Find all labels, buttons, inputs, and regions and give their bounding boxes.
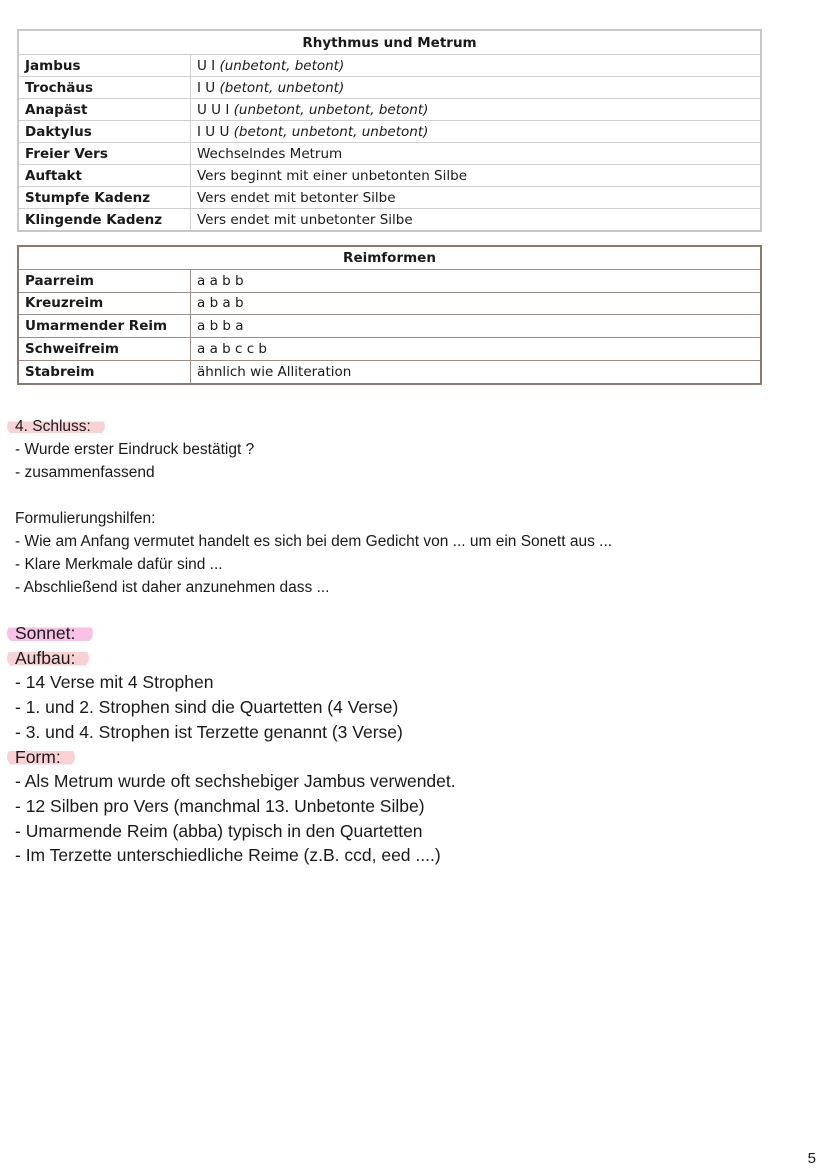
- reimformen-table: [17, 245, 762, 385]
- list-item: - Im Terzette unterschiedliche Reime (z.B. ccd, eed ....): [15, 845, 441, 866]
- list-item: - 12 Silben pro Vers (manchmal 13. Unbetonte Silbe): [15, 795, 425, 816]
- formulierung-heading: Formulierungshilfen:: [15, 510, 156, 527]
- list-item: - 3. und 4. Strophen ist Terzette genannt (3 Verse): [15, 721, 403, 742]
- list-item: - Klare Merkmale dafür sind ...: [15, 556, 223, 573]
- list-item: - zusammenfassend: [15, 464, 155, 481]
- table-title: Rhythmus und Metrum: [18, 30, 761, 55]
- table-row: Umarmender Reim a b b a: [18, 315, 761, 338]
- table-row: Jambus U I (unbetont, betont): [18, 55, 761, 77]
- list-item: - Wurde erster Eindruck bestätigt ?: [15, 441, 255, 458]
- list-item: - Umarmende Reim (abba) typisch in den Quartetten: [15, 820, 423, 841]
- table-row: Daktylus I U U (betont, unbetont, unbetont): [18, 121, 761, 143]
- list-item: - Abschließend ist daher anzunehmen dass ...: [15, 579, 330, 596]
- table-row: Schweifreim a a b c c b: [18, 338, 761, 361]
- table-row: Stabreim ähnlich wie Alliteration: [18, 360, 761, 383]
- list-item: - 14 Verse mit 4 Strophen: [15, 672, 214, 693]
- table-row: Trochäus I U (betont, unbetont): [18, 77, 761, 99]
- table-row: Anapäst U U I (unbetont, unbetont, betont): [18, 99, 761, 121]
- table-row: Klingende Kadenz Vers endet mit unbetonter Silbe: [18, 209, 761, 232]
- rhythmus-metrum-table: [17, 29, 762, 232]
- table-row: Stumpfe Kadenz Vers endet mit betonter Silbe: [18, 187, 761, 209]
- table-row: Auftakt Vers beginnt mit einer unbetonten Silbe: [18, 165, 761, 187]
- schluss-heading: 4. Schluss:: [7, 418, 105, 435]
- aufbau-heading: Aufbau:: [7, 648, 89, 668]
- list-item: - Als Metrum wurde oft sechshebiger Jambus verwendet.: [15, 771, 456, 792]
- sonnet-heading: Sonnet:: [7, 623, 93, 643]
- form-heading: Form:: [7, 747, 75, 767]
- formulierung-section: [15, 507, 612, 599]
- table-row: Freier Vers Wechselndes Metrum: [18, 143, 761, 165]
- table-row: Paarreim a a b b: [18, 269, 761, 292]
- schluss-section: [15, 415, 254, 484]
- table-row: Kreuzreim a b a b: [18, 292, 761, 315]
- table-title: Reimformen: [18, 246, 761, 269]
- sonnet-section: [15, 621, 456, 868]
- list-item: - 1. und 2. Strophen sind die Quartetten (4 Verse): [15, 697, 399, 718]
- page-number: 5: [807, 1150, 816, 1167]
- list-item: - Wie am Anfang vermutet handelt es sich bei dem Gedicht von ... um ein Sonett aus ...: [15, 533, 613, 550]
